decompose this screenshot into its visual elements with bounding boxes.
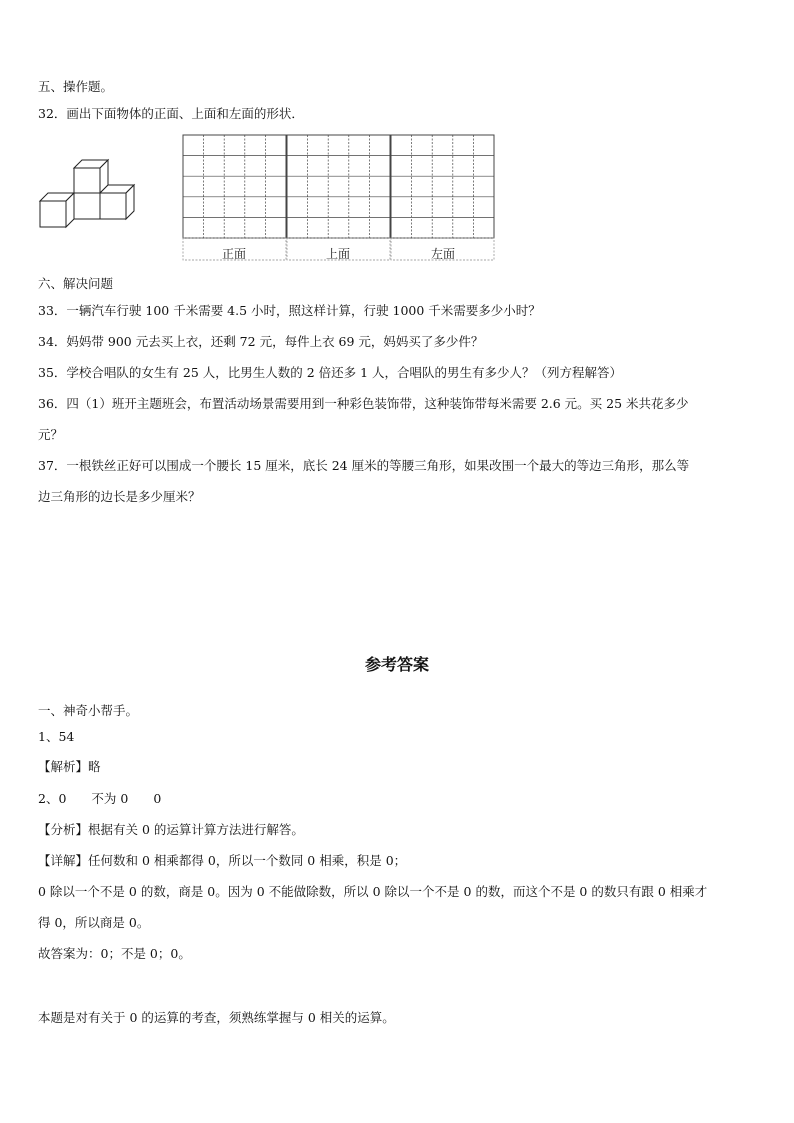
answer-2: 2、0 不为 0 0	[38, 791, 162, 806]
answers-title: 参考答案	[364, 655, 429, 674]
answer-2-final: 故答案为：0；不是 0；0。	[38, 946, 191, 961]
section-6-title: 六、解决问题	[38, 276, 114, 291]
grid-label-front: 正面	[221, 247, 247, 261]
answer-2-detail: 【详解】任何数和 0 相乘都得 0，所以一个数同 0 相乘，积是 0；	[38, 853, 407, 868]
question-36-line-2: 元？	[38, 427, 64, 442]
question-35: 35．学校合唱队的女生有 25 人，比男生人数的 2 倍还多 1 人，合唱队的男生有多少人？（列方程解答）	[38, 365, 623, 380]
answer-2-detail-line-3: 得 0，所以商是 0。	[38, 915, 150, 930]
answer-1-analysis: 【解析】略	[38, 759, 101, 774]
drawing-grid	[182, 134, 496, 268]
cube-mid-front	[74, 193, 100, 219]
cube-top-front	[74, 168, 100, 193]
grid-frame	[183, 135, 286, 238]
grid-frame	[287, 135, 390, 238]
answers-section-1: 一、神奇小帮手。	[38, 703, 139, 718]
question-33: 33．一辆汽车行驶 100 千米需要 4.5 小时，照这样计算，行驶 1000 千米需要多少小时？	[38, 303, 541, 318]
answer-2-detail-line-2: 0 除以一个不是 0 的数，商是 0。因为 0 不能做除数，所以 0 除以一个不是 0 的数，而这个不是 0 的数只有跟 0 相乘才	[38, 884, 708, 899]
cube-figure	[36, 154, 138, 230]
question-36-line-1: 36．四（1）班开主题班会，布置活动场景需要用到一种彩色装饰带，这种装饰带每米需要 2.6 元。买 25 米共花多少	[38, 396, 689, 411]
question-32: 32．画出下面物体的正面、上面和左面的形状．	[38, 106, 304, 121]
question-37-line-2: 边三角形的边长是多少厘米？	[38, 489, 201, 504]
question-34: 34．妈妈带 900 元去买上衣，还剩 72 元，每件上衣 69 元，妈妈买了多少件？	[38, 334, 484, 349]
answer-2-analysis: 【分析】根据有关 0 的运算计算方法进行解答。	[38, 822, 304, 837]
section-5-title: 五、操作题。	[38, 79, 114, 94]
answer-1: 1、54	[38, 729, 75, 744]
cube-left-front	[40, 201, 66, 227]
grid-frame	[391, 135, 494, 238]
grid-label-left: 左面	[430, 247, 456, 261]
question-37-line-1: 37．一根铁丝正好可以围成一个腰长 15 厘米，底长 24 厘米的等腰三角形，如果改围一个最大的等边三角形，那么等	[38, 458, 690, 473]
cube-right-front	[100, 193, 126, 219]
grid-label-top: 上面	[325, 247, 351, 261]
answer-2-note: 本题是对有关于 0 的运算的考查，须熟练掌握与 0 相关的运算。	[38, 1010, 395, 1025]
